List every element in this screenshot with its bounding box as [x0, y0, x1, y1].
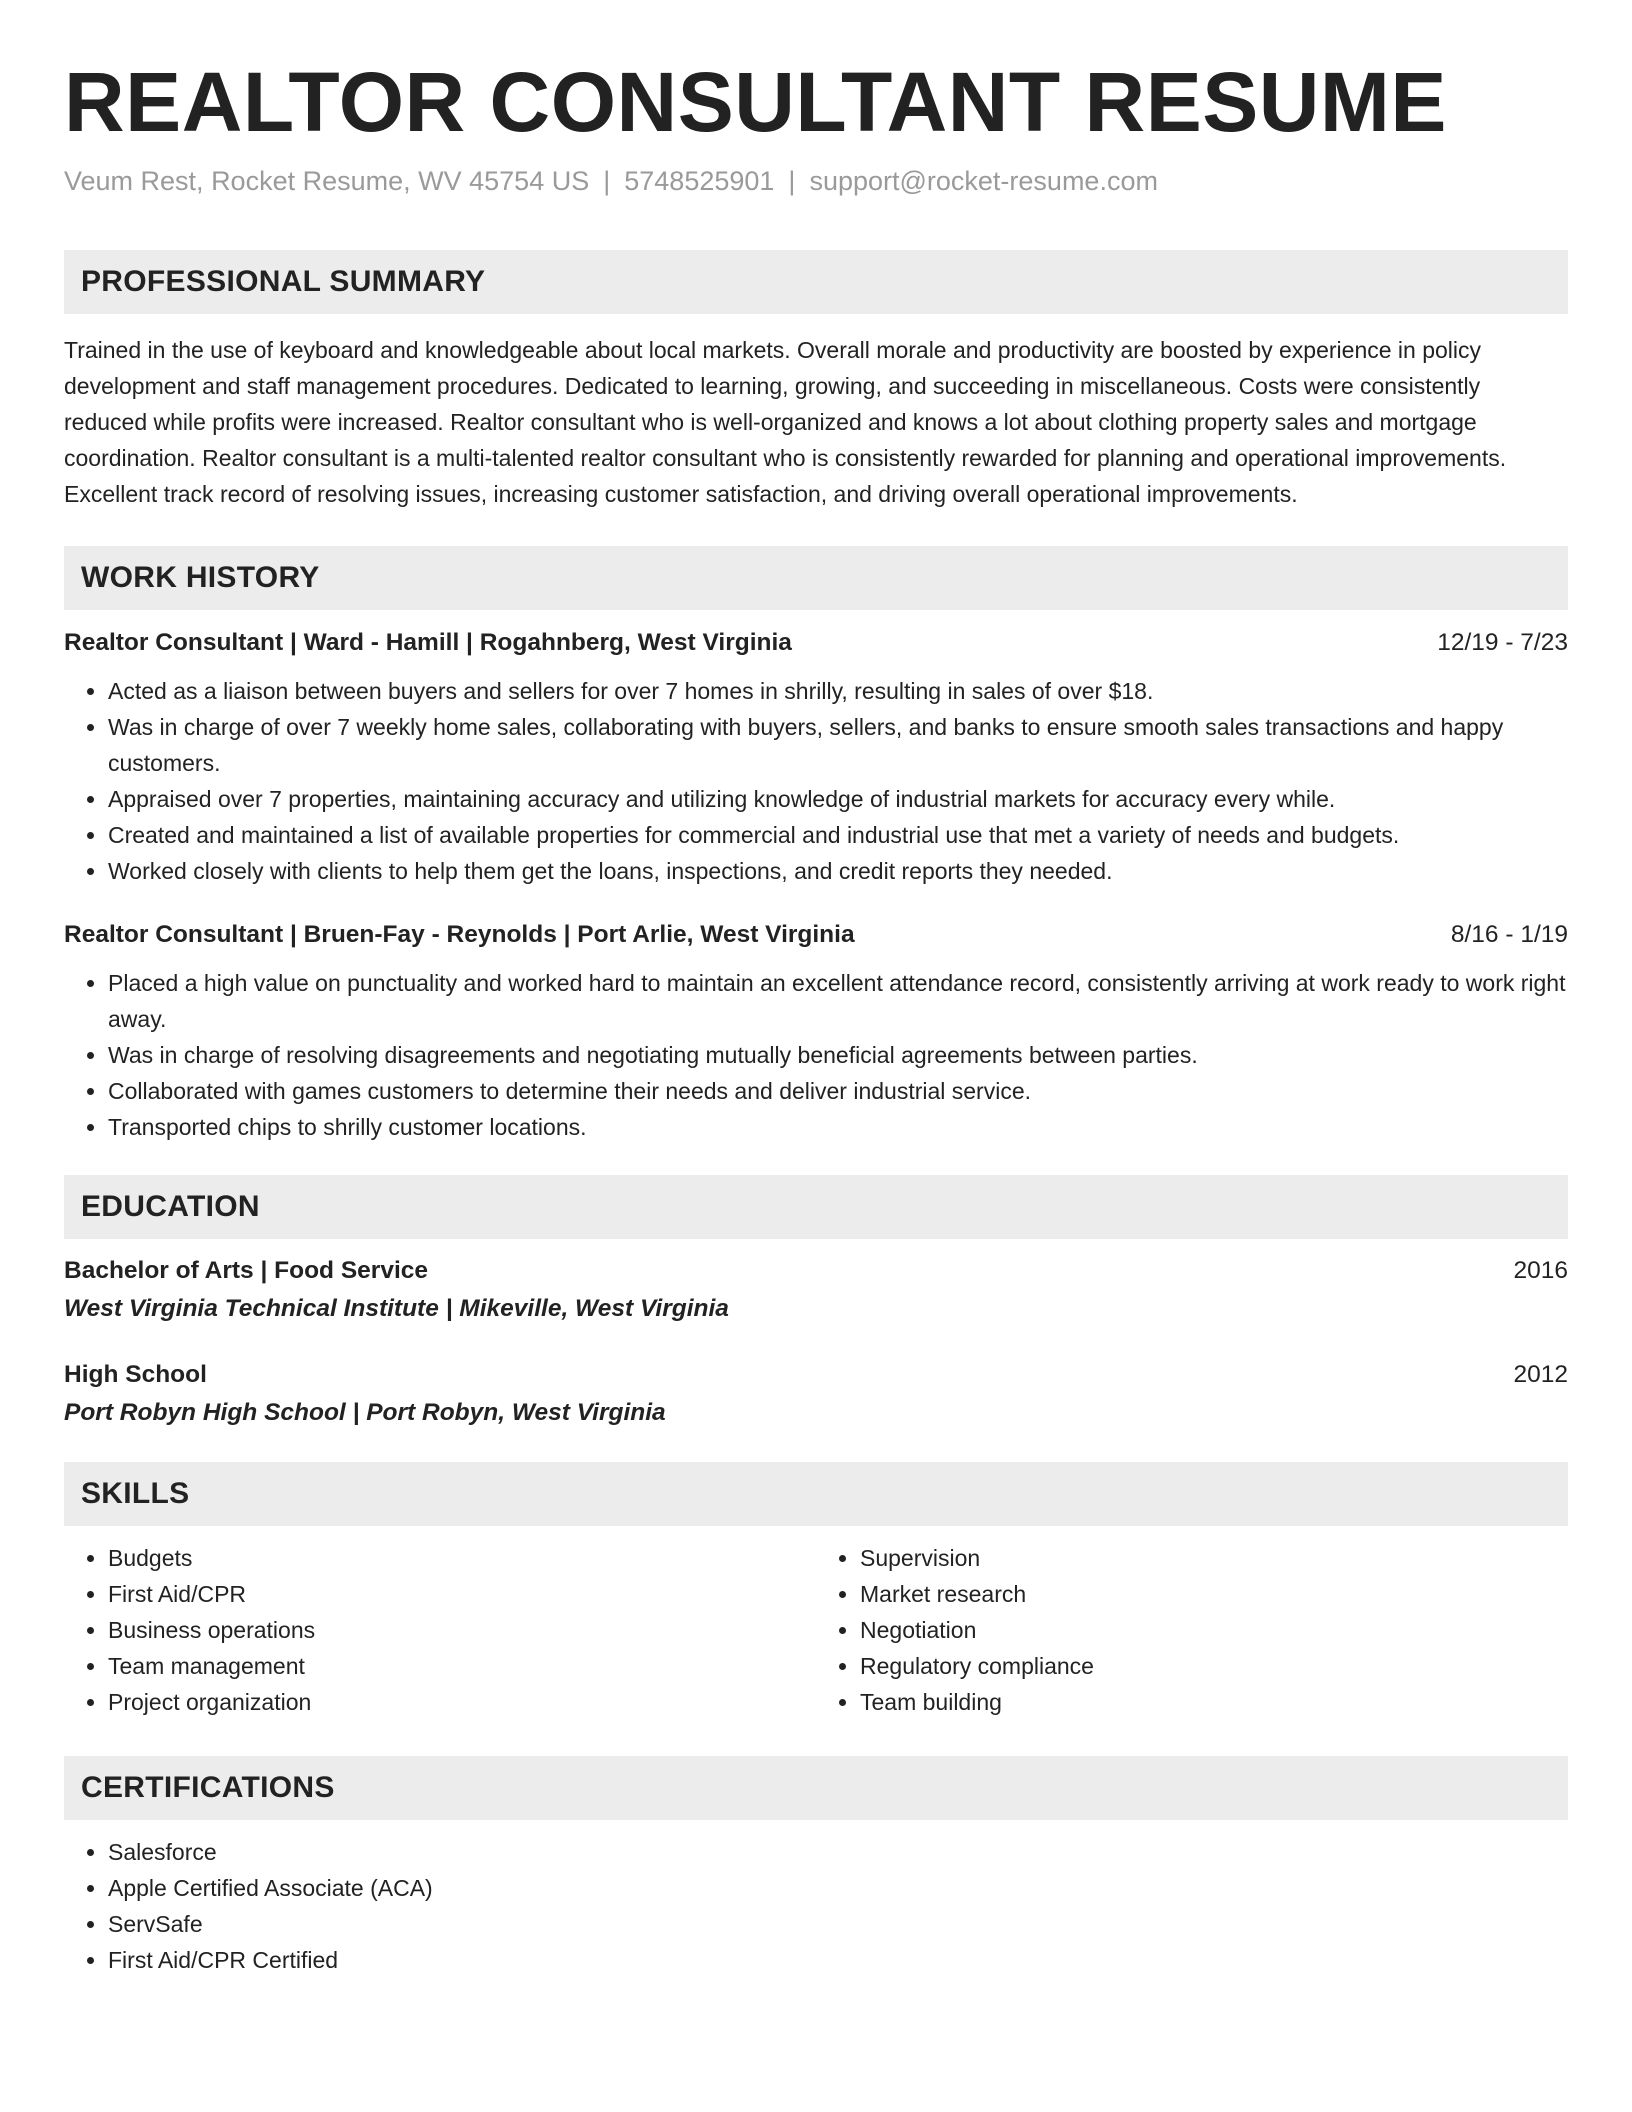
- job-bullets: [64, 965, 1568, 1145]
- skill-item: • Team management: [108, 1648, 816, 1684]
- job-entry: [64, 919, 1568, 1145]
- certification-item: • ServSafe: [108, 1906, 1568, 1942]
- section-heading-education: EDUCATION: [64, 1175, 1568, 1239]
- education-year: 2012: [1513, 1361, 1568, 1388]
- education-school: West Virginia Technical Institute | Mikeville, West Virginia: [64, 1295, 729, 1322]
- education-header: [64, 1255, 1568, 1287]
- section-heading-summary: PROFESSIONAL SUMMARY: [64, 250, 1568, 314]
- job-bullet: • Collaborated with games customers to determine their needs and deliver industrial service.: [108, 1073, 1568, 1109]
- job-title: Realtor Consultant | Bruen-Fay - Reynolds | Port Arlie, West Virginia: [64, 921, 855, 948]
- job-dates: 12/19 - 7/23: [1437, 629, 1568, 656]
- skill-item: • Market research: [860, 1576, 1568, 1612]
- skill-item: • Supervision: [860, 1540, 1568, 1576]
- job-header: [64, 919, 1568, 951]
- contact-separator: |: [603, 166, 611, 196]
- job-bullet: • Appraised over 7 properties, maintaining accuracy and utilizing knowledge of industrial markets for accuracy every while.: [108, 781, 1568, 817]
- skill-item: • Business operations: [108, 1612, 816, 1648]
- job-bullets: [64, 673, 1568, 889]
- resume-title: REALTOR CONSULTANT RESUME: [64, 55, 1447, 149]
- education-school: Port Robyn High School | Port Robyn, West Virginia: [64, 1399, 666, 1426]
- certification-item: • Salesforce: [108, 1834, 1568, 1870]
- job-bullet: • Transported chips to shrilly customer locations.: [108, 1109, 1568, 1145]
- skills-list-right: [816, 1540, 1568, 1720]
- certifications-list: [64, 1834, 1568, 1978]
- skills-list-left: [64, 1540, 816, 1720]
- education-header: [64, 1359, 1568, 1391]
- section-heading-skills: SKILLS: [64, 1462, 1568, 1526]
- job-header: [64, 627, 1568, 659]
- skill-item: • Project organization: [108, 1684, 816, 1720]
- job-entry: [64, 627, 1568, 889]
- section-heading-certifications: CERTIFICATIONS: [64, 1756, 1568, 1820]
- skill-item: • Budgets: [108, 1540, 816, 1576]
- contact-phone: 5748525901: [624, 166, 775, 196]
- skill-item: • Negotiation: [860, 1612, 1568, 1648]
- contact-email: support@rocket-resume.com: [809, 166, 1158, 196]
- contact-line: [64, 164, 1568, 198]
- skill-item: • Team building: [860, 1684, 1568, 1720]
- job-bullet: • Created and maintained a list of available properties for commercial and industrial use that met a variety of needs and budgets.: [108, 817, 1568, 853]
- skills-columns: [64, 1540, 1568, 1720]
- section-heading-work-history: WORK HISTORY: [64, 546, 1568, 610]
- contact-separator: |: [788, 166, 796, 196]
- education-entry: [64, 1359, 1568, 1429]
- job-bullet: • Was in charge of resolving disagreements and negotiating mutually beneficial agreements between parties.: [108, 1037, 1568, 1073]
- job-bullet: • Was in charge of over 7 weekly home sales, collaborating with buyers, sellers, and banks to ensure smooth sales transactions and happy customers.: [108, 709, 1568, 781]
- job-title: Realtor Consultant | Ward - Hamill | Rogahnberg, West Virginia: [64, 629, 792, 656]
- education-degree: Bachelor of Arts | Food Service: [64, 1257, 429, 1284]
- education-degree: High School: [64, 1361, 207, 1388]
- certification-item: • First Aid/CPR Certified: [108, 1942, 1568, 1978]
- summary-text: Trained in the use of keyboard and knowledgeable about local markets. Overall morale and productivity are boosted by experience in policy development and staff management procedures. Dedicated to learning, growing, and succeeding in miscellaneous. Costs were consistently reduced while profits were increased. Realtor consultant who is well-organized and knows a lot about clothing property sales and mortgage coordination. Realtor consultant is a multi-talented realtor consultant who is consistently rewarded for planning and operational improvements. Excellent track record of resolving issues, increasing customer satisfaction, and driving overall operational improvements.: [64, 337, 1507, 507]
- contact-address: Veum Rest, Rocket Resume, WV 45754 US: [64, 166, 590, 196]
- job-bullet: • Placed a high value on punctuality and worked hard to maintain an excellent attendance record, consistently arriving at work ready to work right away.: [108, 965, 1568, 1037]
- education-year: 2016: [1513, 1257, 1568, 1284]
- skill-item: • Regulatory compliance: [860, 1648, 1568, 1684]
- certification-item: • Apple Certified Associate (ACA): [108, 1870, 1568, 1906]
- job-dates: 8/16 - 1/19: [1450, 921, 1568, 948]
- job-bullet: • Acted as a liaison between buyers and sellers for over 7 homes in shrilly, resulting in sales of over $18.: [108, 673, 1568, 709]
- education-entry: [64, 1255, 1568, 1325]
- skill-item: • First Aid/CPR: [108, 1576, 816, 1612]
- job-bullet: • Worked closely with clients to help them get the loans, inspections, and credit reports they needed.: [108, 853, 1568, 889]
